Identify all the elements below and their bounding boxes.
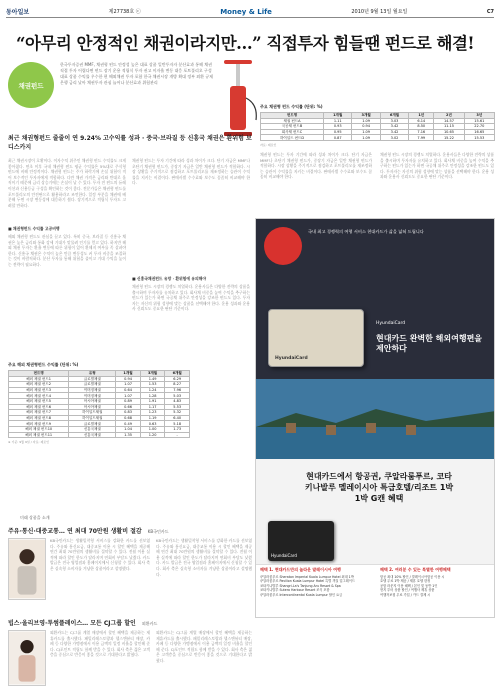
table-cell: 3.02 <box>380 135 408 141</box>
mini-table-cell: 해외 채권 펀드8 <box>9 415 69 421</box>
article2-text-col2: 외환카드는 CJ그룹 계열 매장에서 할인 혜택을 제공하는 제휴카드를 출시했다. 패밀리레스토랑과 헬스앤뷰티 매장, 카페 등 다양한 가맹점에서 이용 금액의 일정 비율을 할인해 준다. CJ포인트 적립도 함께 받을 수 있다. 회사 측은 젊은 고객층을 중심으로 반응이 좋을 것으로 기대한다고 밝혔다. <box>156 630 252 663</box>
mini-table-cell: 1.07 <box>116 382 141 388</box>
ad-card-image <box>268 309 364 367</box>
ad-card2-brand: HyundaiCard <box>271 553 297 558</box>
mini-table-cell: 신흥국채권 <box>69 426 116 432</box>
mini-table-cell: 0.94 <box>116 376 141 382</box>
hyundai-card-advertisement <box>255 218 495 618</box>
masthead-logo: 동아일보 <box>6 9 30 16</box>
table-cell: 3.42 <box>380 129 408 135</box>
mini-table-cell: 해외 채권 펀드1 <box>9 376 69 382</box>
ad-benefit-2-item: 여행자보험 무료 가입 / 카드 결제 시 <box>380 592 431 597</box>
mini-table-cell: 글로벌채권 <box>69 382 116 388</box>
article2-title <box>8 618 258 627</box>
mini-table-cell: 0.83 <box>116 410 141 416</box>
ad-benefit-1-item: 코타키나발루 Shangri-La's Tanjung Aru Resort & Spa <box>260 583 341 588</box>
mini-table-cell: 해외 채권 펀드4 <box>9 393 69 399</box>
mini-table-cell: 6.40 <box>165 415 190 421</box>
table-cell: 11.15 <box>434 124 464 130</box>
mini-data-table <box>8 370 190 438</box>
table-cell: 회사채 펀드C <box>261 129 324 135</box>
mini-table-cell: 5.32 <box>165 410 190 416</box>
table-cell: 8.50 <box>409 124 434 130</box>
ad-card-brand: HyundaiCard <box>275 356 308 361</box>
mini-table-cell: - <box>165 432 190 438</box>
table-cell: 하이일드 펀드D <box>261 135 324 141</box>
masthead-page: C7 <box>486 8 494 15</box>
ad-benefit-2-item: 호텔 무료 1박 제공 / 제휴 호텔 한정 <box>380 579 431 584</box>
body-col1-bottom: 해외 채권형 펀드도 관심을 끌고 있다. 특히 중국, 브라질 등 신흥국 채권은 높은 금리와 통화 강세 기대가 맞물려 인기를 얻고 있다. 하지만 해외 채권 투자는 환율 변동에 따른 위험이 있어 환헤지 여부를 꼭 살펴야 한다. 신흥국 채권은 수익이 높은 만큼 변동성도 커 투자 비중을 조절하는 것이 바람직하다. 분산 투자를 통해 위험을 줄이고 기대 수익을 높이는 전략이 필요하다. <box>8 234 126 267</box>
article2-byline: 외환카드 <box>141 621 158 626</box>
mini-table-cell: 해외 채권 펀드3 <box>9 387 69 393</box>
mini-table-header-cell: 유형 <box>69 371 116 377</box>
mini-table-cell: 1.20 <box>140 432 165 438</box>
ad-benefit-1-item: 코타키나발루 Sutera Harbour Resort 조식 포함 <box>260 588 330 593</box>
mini-table-footnote: ※ 기준: 9월 9일 / 자료: 제로인 <box>8 440 50 445</box>
table-cell: 1.09 <box>352 129 380 135</box>
mini-table-cell: 7.96 <box>165 387 190 393</box>
table-row <box>261 135 495 141</box>
masthead-date: 2010년 9월 13일 월요일 <box>351 9 408 15</box>
article1-byline: KB국민카드 <box>147 529 169 534</box>
ad-benefit-2-item: 항공 최대 10% 할인 / 말레이시아항공 이용 시 <box>380 574 445 579</box>
mini-table-cell: 1.19 <box>140 415 165 421</box>
table-header-cell: 1년 <box>409 113 434 119</box>
table-cell: 1.09 <box>352 135 380 141</box>
ad-resort-photo <box>256 379 495 459</box>
masthead-issue: 제27738호 ⓒ <box>108 9 141 15</box>
article1-text-col2: KB국민카드는 생활밀착형 서비스를 강화한 카드를 선보였다. 주유와 통신요금, 대중교통 이용 시 할인 혜택을 제공해 연간 최대 70만원의 생활비를 절약할 수 있다. 전월 이용 실적에 따라 할인 한도가 달라지며 연회비 부담도 낮췄다. 카드 발급은 전국 영업점과 홈페이지에서 신청할 수 있다. 회사 측은 실속형 소비자를 겨냥한 상품이라고 설명했다. <box>156 538 252 577</box>
body-col3: 채권형 펀드는 투자 기간에 따라 성과 차이가 크다. 단기 자금은 MMF나 초단기 채권형 펀드가, 중장기 자금은 일반 채권형 펀드가 적합하다. 시장 상황을 주기적으로 점검하고 포트폴리오를 재조정하는 습관이 수익률을 지키는 비결이다. 판매사별 수수료와 보수도 꼼꼼히 비교해야 한다. <box>260 152 372 180</box>
table-header-cell: 3개월 <box>352 113 380 119</box>
table-caption: 주요 채권형 펀드 수익률 (단위: %) <box>260 104 323 109</box>
ad-badge-icon <box>264 227 302 265</box>
table-cell: 14.57 <box>434 118 464 124</box>
mini-table-cell: 1.28 <box>140 393 165 399</box>
ad-benefit-2-item: 현지 투어 상품 할인 / 여행사 제휴 상품 <box>380 588 435 593</box>
ad-benefit-1-item: 쿠알라룸푸르 Sheraton Imperial Kuala Lumpur Hotel 최대 1박 <box>260 574 354 579</box>
table-header-cell: 2년 <box>434 113 464 119</box>
table-cell: 7.16 <box>409 129 434 135</box>
ad-benefit-2-item: 공항 라운지 이용 혜택 / 본인 및 동반 1인 <box>380 583 438 588</box>
mini-table-cell: 5.18 <box>165 421 190 427</box>
mini-table-cell: 1.04 <box>116 426 141 432</box>
mini-table-cell: 1.00 <box>140 426 165 432</box>
ad-benefit-2-title: 혜택 2. 여러분 수 있는 특별한 여행혜택 <box>380 567 451 572</box>
mini-table-cell: 하이일드채권 <box>69 415 116 421</box>
table-cell: 7.99 <box>409 135 434 141</box>
table-cell: 16.65 <box>464 129 494 135</box>
body-col2-top: 채권형 펀드는 투자 기간에 따라 성과 차이가 크다. 단기 자금은 MMF나 초단기 채권형 펀드가, 중장기 자금은 일반 채권형 펀드가 적합하다. 시장 상황을 주기적으로 점검하고 포트폴리오를 재조정하는 습관이 수익률을 지키는 비결이다. 판매사별 수수료와 보수도 꼼꼼히 비교해야 한다. <box>132 158 250 186</box>
mini-table-cell: 아시아채권 <box>69 404 116 410</box>
ad-benefit-1-item: 쿠알라룸푸르 Intercontinental Kuala Lumpur 할인 요금 <box>260 592 343 597</box>
mini-table-cell: 해외 채권 펀드10 <box>9 426 69 432</box>
table-body <box>261 118 495 140</box>
mini-table-cell: 0.68 <box>116 415 141 421</box>
mini-table-cell: 1.73 <box>165 426 190 432</box>
mini-table-cell: 하이일드채권 <box>69 410 116 416</box>
mini-table-cell: 0.49 <box>116 421 141 427</box>
mini-table-cell: 4.83 <box>165 398 190 404</box>
mini-table-cell: 0.66 <box>116 404 141 410</box>
table-header-cell: 3년 <box>464 113 494 119</box>
article1-photo <box>8 538 46 600</box>
body-col1-top: 최근 채권시장이 호황이다. 이자수익 위주인 채권형 펀드 수익률도 크게 좋아졌다. 연초 이후 국내 채권형 펀드 평균 수익률은 5%대로 주식형 펀드에 비해 안정적이다. 채권형 펀드는 주가 하락기에 손실 위험이 적어 보수적인 투자자에게 적합하다. 다만 채권 가격은 금리와 반대로 움직이기 때문에 금리 상승기에는 손실이 날 수 있다. 투자 전 펀드의 듀레이션과 신용등급 구성을 확인하는 것이 좋다. 전문가들은 채권형 펀드를 포트폴리오의 안전판으로 활용하라고 조언한다. 일정 부분을 채권에 배분해 두면 시장 변동성에 대응하기 쉽다. 장기적으로 적립식 투자도 고려할 만하다. <box>8 158 126 208</box>
table-header-cell: 펀드명 <box>261 113 324 119</box>
mini-table-header-cell: 3개월 <box>140 371 165 377</box>
mini-table-row <box>9 432 190 438</box>
masthead-section: Money & Life <box>220 7 272 16</box>
table-cell: 0.87 <box>324 135 352 141</box>
mini-table-cell: 0.64 <box>116 387 141 393</box>
mini-table-body <box>9 376 190 438</box>
mini-table-cell: 0.63 <box>140 421 165 427</box>
ad-slogan: 현대카드 완벽한 해외여행편을 제안하다 <box>376 334 483 353</box>
article1-title <box>8 526 258 535</box>
table-source: 자료: 제로인 <box>260 142 277 147</box>
table-cell: 0.95 <box>324 129 352 135</box>
mini-table-cell: 1.24 <box>140 387 165 393</box>
mini-table-cell: 해외 채권 펀드2 <box>9 382 69 388</box>
mini-table-cell: 1.53 <box>140 382 165 388</box>
mini-table-cell: 1.35 <box>116 432 141 438</box>
lead-paragraph: 한국투자증권 MMF, 채권형 펀드 안정성 높은 대표 상품 일반투자자 분산효과 통해 채권 직접 투자 어렵다면 펀드 장기 운용 적립식 투자 권고 이자율 변동 대응 포트폴리오 구성 대표 상품 수익률 우수한 편 해외채권 투자 포함 한국 채권시장 개방 확대 정부 외환 규제 은행 금리 낮아 채권투자 관심 늘어나 분산효과 위험관리 <box>60 62 214 85</box>
ad-benefit-1-list <box>260 575 372 598</box>
mini-table-caption: 주요 해외 채권형펀드 수익률 (단위: %) <box>8 362 79 367</box>
table-header-cell: 6개월 <box>380 113 408 119</box>
mini-table-header-cell: 6개월 <box>165 371 190 377</box>
ad-benefit-1 <box>260 568 372 598</box>
mini-table-cell: 해외 채권 펀드5 <box>9 398 69 404</box>
mini-table-cell: 5.03 <box>165 393 190 399</box>
mini-table-cell: 해외 채권 펀드7 <box>9 410 69 416</box>
mini-table-header-cell: 1개월 <box>116 371 141 377</box>
subheadline: 최근 채권형펀드 줄줄이 연 9.24% 고수익률 성과 · 중국·브라질 등 신흥국 채권은 환위험 보디스카지 <box>8 135 252 151</box>
table-cell: 0.94 <box>352 124 380 130</box>
ad-brand: HyundaiCard <box>376 321 406 326</box>
mini-table-cell: 5.53 <box>165 404 190 410</box>
mini-table-cell: 해외 채권 펀드9 <box>9 421 69 427</box>
headline: “아무리 안정적인 채권이라지만…” 직접투자 힘들땐 펀드로 해결! <box>16 34 475 53</box>
table-cell: 1.11 <box>324 118 352 124</box>
section-heading-2: ■ 신흥국채권펀드 유망 · 환위험에 유의해야 <box>132 276 206 281</box>
mini-table-cell: 이머징채권 <box>69 387 116 393</box>
mini-table-cell: 1.23 <box>140 410 165 416</box>
ad-benefit-2 <box>380 568 492 598</box>
mini-table-cell: 1.07 <box>116 393 141 399</box>
mini-table-cell: 이머징채권 <box>69 393 116 399</box>
table-cell: 0.93 <box>324 124 352 130</box>
masthead <box>6 6 494 18</box>
overseas-bond-fund-table <box>8 362 190 510</box>
article2-text-col1: 외환카드는 CJ그룹 계열 매장에서 할인 혜택을 제공하는 제휴카드를 출시했다. 패밀리레스토랑과 헬스앤뷰티 매장, 카페 등 다양한 가맹점에서 이용 금액의 일정 비율을 할인해 준다. CJ포인트 적립도 함께 받을 수 있다. 회사 측은 젊은 고객층을 중심으로 반응이 좋을 것으로 기대한다고 밝혔다. <box>50 630 150 658</box>
mini-table-cell: 해외 채권 펀드6 <box>9 404 69 410</box>
ad-benefit-1-title: 혜택 1. 현대카드만의 놀라운 말레이시아 여행 <box>260 567 341 572</box>
mini-table-cell: 1.17 <box>140 404 165 410</box>
mini-table-cell: 8.27 <box>165 382 190 388</box>
article1-title-text: 주유·통신·대중교통… 연 최대 70만원 생활비 절감 <box>8 528 142 535</box>
pump-illustration <box>216 58 260 140</box>
body-col2-bottom: 채권형 펀드 시장의 경쟁도 치열하다. 운용사들은 다양한 전략의 상품을 출시하며 투자자를 유치하고 있다. 회사채 비중을 높여 수익을 추구하는 펀드가 있는가 하면 국공채 위주로 안정성을 강조한 펀드도 있다. 투자자는 자신의 위험 성향에 맞는 상품을 선택해야 한다. 운용 성과와 운용사 신뢰도도 중요한 판단 기준이다. <box>132 284 250 312</box>
table-header-cell: 1개월 <box>324 113 352 119</box>
ad-benefit-2-list <box>380 575 492 598</box>
table-cell: 6.14 <box>409 118 434 124</box>
mini-table-cell: 1.91 <box>140 398 165 404</box>
mini-table-cell: 아시아채권 <box>69 398 116 404</box>
article1-text-col1: KB국민카드는 생활밀착형 서비스를 강화한 카드를 선보였다. 주유와 통신요금, 대중교통 이용 시 할인 혜택을 제공해 연간 최대 70만원의 생활비를 절약할 수 있다. 전월 이용 실적에 따라 할인 한도가 달라지며 연회비 부담도 낮췄다. 카드 발급은 전국 영업점과 홈페이지에서 신청할 수 있다. 회사 측은 실속형 소비자를 겨냥한 상품이라고 설명했다. <box>50 538 150 571</box>
table-cell: 15.53 <box>464 135 494 141</box>
ad-benefit-1-item: 쿠알라룸푸르 Pavilion Kuala Lumpur Hotel 특별 객실 업그레이드 <box>260 579 355 584</box>
table-cell: 15.22 <box>434 135 464 141</box>
ad-card2-image <box>268 521 334 561</box>
mini-table-cell: 글로벌채권 <box>69 376 116 382</box>
small-label: 미래 상품을 소개 <box>20 515 50 520</box>
body-col4: 채권형 펀드 시장의 경쟁도 치열하다. 운용사들은 다양한 전략의 상품을 출시하며 투자자를 유치하고 있다. 회사채 비중을 높여 수익을 추구하는 펀드가 있는가 하면 국공채 위주로 안정성을 강조한 펀드도 있다. 투자자는 자신의 위험 성향에 맞는 상품을 선택해야 한다. 운용 성과와 운용사 신뢰도도 중요한 판단 기준이다. <box>380 152 494 180</box>
section-heading-1: ■ 채권형펀드 수익률 고공비행 <box>8 226 60 231</box>
ad-mid-text: 현대카드에서 항공권, 쿠알라룸푸르, 코타키나발루 멜레이시아 특급호텔/리조트 1박 1박 G캔 혜택 <box>304 472 454 503</box>
table-cell: 1.09 <box>352 118 380 124</box>
mini-table-cell: 신흥국채권 <box>69 432 116 438</box>
table-cell: 15.61 <box>464 118 494 124</box>
article2-title-text: 빕스·올리브영·투썸플레이스… 모든 CJ그룹 할인 <box>8 620 136 627</box>
article2-photo <box>8 630 46 686</box>
mini-table-cell: 해외 채권 펀드11 <box>9 432 69 438</box>
data-table <box>260 112 495 141</box>
table-cell: 국공채 펀드B <box>261 124 324 130</box>
table-cell: 10.65 <box>434 129 464 135</box>
mini-table-cell: 글로벌채권 <box>69 421 116 427</box>
table-cell: 3.42 <box>380 124 408 130</box>
mini-table-cell: 6.29 <box>165 376 190 382</box>
table-cell: 3.03 <box>380 118 408 124</box>
ad-tagline: 국내 최고 경쟁력의 여행 서비스 현대카드가 삶을 넓혀 드립니다 <box>308 229 424 234</box>
section-emblem: 채권펀드 <box>8 62 54 108</box>
mini-table-cell: 0.89 <box>116 398 141 404</box>
table-cell: 채권 펀드A <box>261 118 324 124</box>
table-cell: 22.70 <box>464 124 494 130</box>
mini-table-cell: 1.49 <box>140 376 165 382</box>
mini-table-header-cell: 펀드명 <box>9 371 69 377</box>
